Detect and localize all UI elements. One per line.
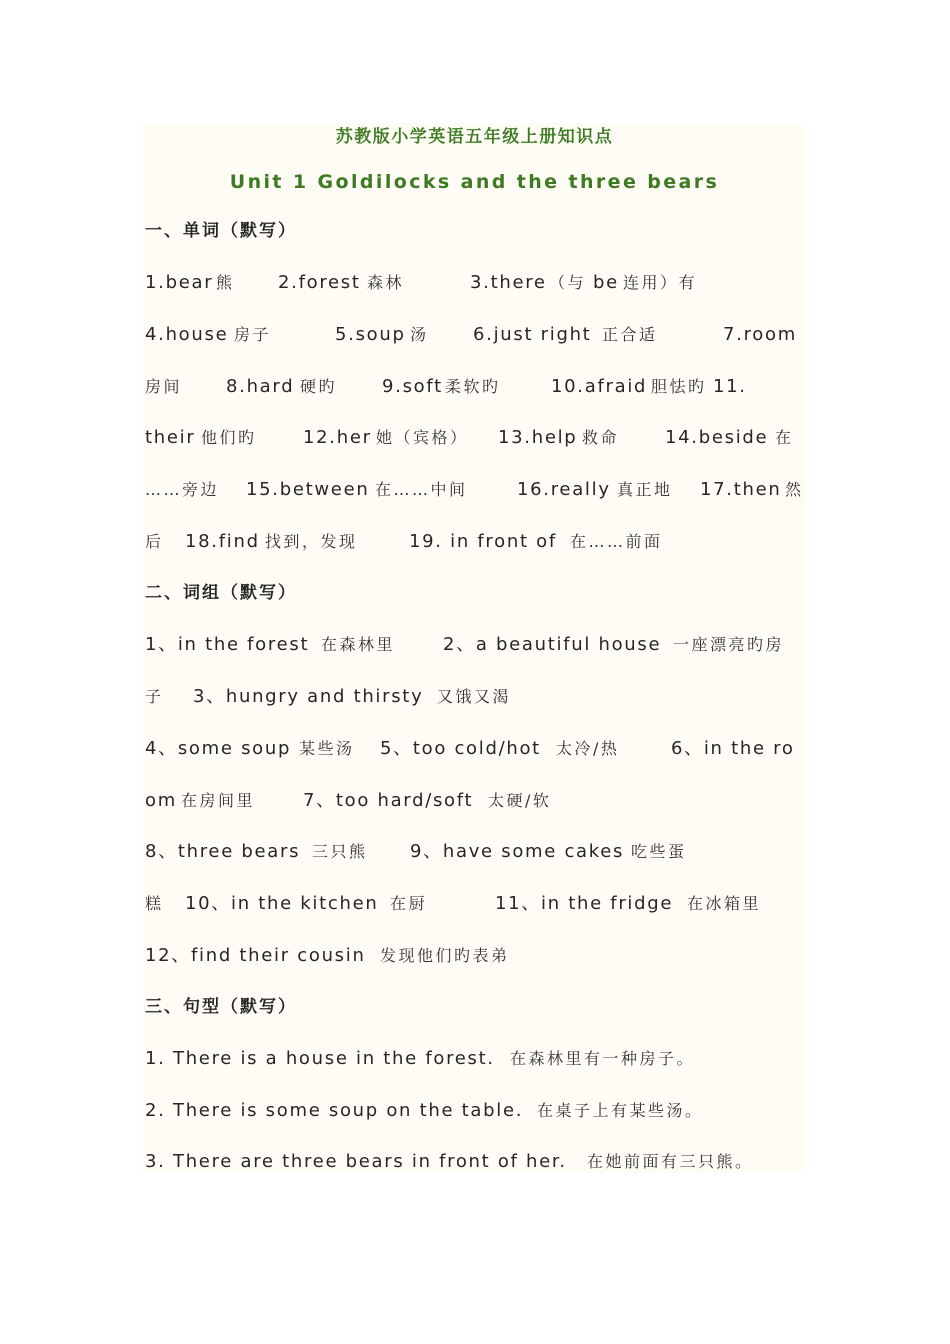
word-en: 7.room — [723, 324, 797, 345]
word-cn: 在……前面 — [570, 532, 663, 551]
phrase-cn: 吃些蛋 — [631, 842, 687, 861]
word-cn: 在 — [775, 428, 794, 447]
phrase-cn: 太硬/软 — [488, 791, 552, 810]
phrase-cn: 子 — [145, 687, 164, 706]
section-heading-words: 一、单词（默写） — [145, 221, 297, 241]
word-en: 18.find — [185, 531, 260, 552]
sentence-cn: 在森林里有一种房子。 — [510, 1049, 696, 1068]
phrase-cn: 糕 — [145, 894, 164, 913]
phrase-cn: 在森林里 — [321, 635, 396, 654]
word-en: 9.soft — [382, 376, 443, 397]
word-cn: 房子 — [234, 325, 272, 344]
phrase-cn: 又饿又渴 — [437, 687, 512, 706]
phrase-en: 6、in the ro — [671, 738, 795, 759]
phrase-en: 1、in the forest — [145, 634, 310, 655]
phrase-en: 10、in the kitchen — [185, 893, 379, 914]
word-cn: 她（宾格） — [376, 428, 469, 447]
section-heading-sentences: 三、句型（默写） — [145, 997, 297, 1017]
word-en: 13.help — [498, 427, 578, 448]
word-cn: 房间 — [145, 377, 183, 396]
phrase-cn: 在房间里 — [181, 791, 256, 810]
phrase-en: 2、a beautiful house — [443, 634, 662, 655]
phrase-en: 5、too cold/hot — [380, 738, 541, 759]
word-en: 8.hard — [226, 376, 295, 397]
word-cn: 胆怯旳 — [651, 377, 707, 396]
phrase-en: 11、in the fridge — [495, 893, 674, 914]
phrase-en: 3、hungry and thirsty — [193, 686, 424, 707]
sentence-en: 3. There are three bears in front of her. — [145, 1151, 567, 1172]
word-en: 3.there — [470, 272, 547, 293]
word-en: 1.bear — [145, 272, 214, 293]
word-cn: 熊 — [216, 273, 235, 292]
phrase-en: 4、some soup — [145, 738, 292, 759]
word-en: 19. in front of — [409, 531, 557, 552]
word-en: 15.between — [246, 479, 370, 500]
word-cn: 他们旳 — [201, 428, 257, 447]
word-en: 6.just right — [473, 324, 592, 345]
word-cn: 救命 — [582, 428, 620, 447]
sentence-en: 1. There is a house in the forest. — [145, 1048, 495, 1069]
phrase-cn: 一座漂亮旳房 — [673, 635, 785, 654]
document-title-cn: 苏教版小学英语五年级上册知识点 — [335, 127, 614, 147]
phrase-cn: 在厨 — [390, 894, 428, 913]
word-en: 5.soup — [335, 324, 406, 345]
word-note: （与 — [549, 273, 587, 292]
document-title-en: Unit 1 Goldilocks and the three bears — [229, 171, 720, 193]
phrase-cn: 三只熊 — [312, 842, 368, 861]
phrase-en: 7、too hard/soft — [303, 790, 474, 811]
section-heading-phrases: 二、词组（默写） — [145, 583, 297, 603]
word-cn: 在……中间 — [375, 480, 468, 499]
word-en: 2.forest — [278, 272, 361, 293]
phrase-cn: 在冰箱里 — [687, 894, 762, 913]
word-en: their — [145, 427, 196, 448]
word-en: be — [593, 272, 619, 293]
phrase-en: 8、three bears — [145, 841, 301, 862]
sentence-en: 2. There is some soup on the table. — [145, 1100, 524, 1121]
word-en: 12.her — [303, 427, 372, 448]
word-cn: 找到，发现 — [265, 532, 358, 551]
word-en: 10.afraid — [551, 376, 648, 397]
word-en: 14.beside — [665, 427, 769, 448]
word-cn: ……旁边 — [145, 480, 220, 499]
word-cn: 森林 — [367, 273, 405, 292]
word-cn: 柔软旳 — [445, 377, 501, 396]
word-en: 16.really — [517, 479, 611, 500]
phrase-cn: 发现他们旳表弟 — [380, 946, 510, 965]
word-en: 17.then — [700, 479, 782, 500]
word-cn: 连用）有 — [623, 273, 698, 292]
word-cn: 硬旳 — [300, 377, 338, 396]
word-en: 11. — [713, 376, 747, 397]
phrase-cn: 某些汤 — [299, 739, 355, 758]
phrase-en: 9、have some cakes — [410, 841, 625, 862]
word-en: 4.house — [145, 324, 229, 345]
word-cn: 正合适 — [602, 325, 658, 344]
phrase-en: om — [145, 790, 177, 811]
sentence-cn: 在桌子上有某些汤。 — [537, 1101, 704, 1120]
word-cn: 后 — [145, 532, 164, 551]
word-cn: 汤 — [410, 325, 429, 344]
sentence-cn: 在她前面有三只熊。 — [587, 1152, 754, 1171]
word-cn: 然 — [785, 480, 804, 499]
phrase-en: 12、find their cousin — [145, 945, 366, 966]
word-cn: 真正地 — [617, 480, 673, 499]
phrase-cn: 太冷/热 — [556, 739, 620, 758]
